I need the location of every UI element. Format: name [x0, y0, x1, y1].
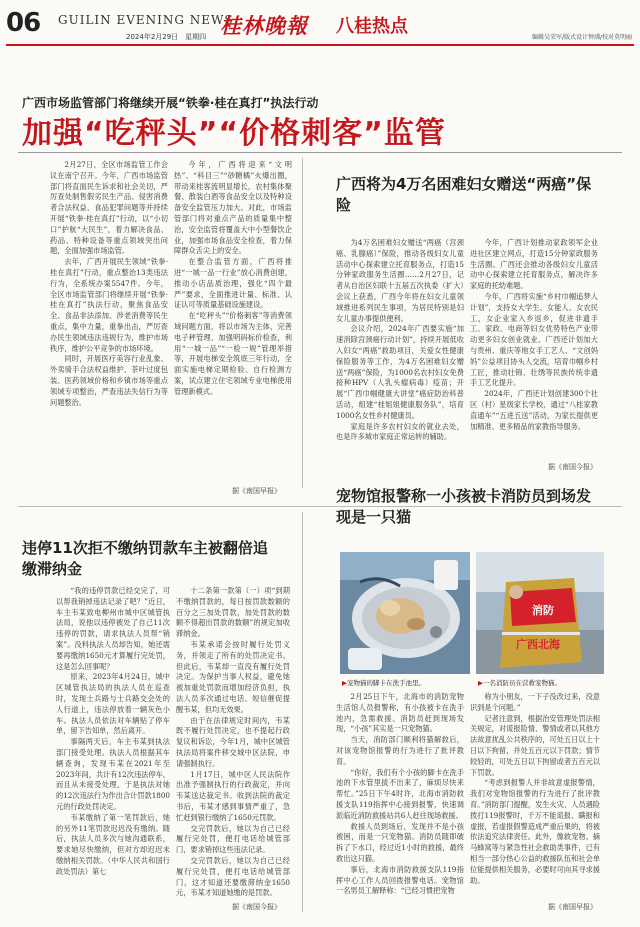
paragraph: 称为小朋友，一下子没改过来，没意识到是个问题。”: [470, 692, 600, 712]
article4-column-2: [470, 692, 600, 888]
paragraph: 交完罚款后，她以为自己已经履行完处罚，便打电话给城管部门，这才知道还要缴滞纳金1650元，韦某才知道她缴的是罚款。: [176, 855, 290, 898]
issue-date: 2024年2月29日 星期四: [126, 33, 207, 41]
paragraph: 今年，广西计划推动家政领军企业进社区建立网点，打造15分钟家政服务生活圈。广西还会推动各级妇女儿童活动中心探索建立托育服务点，解决许多家庭的托幼难题。: [470, 238, 598, 291]
photo2-sign-b: 广西北海: [516, 638, 560, 651]
caption-marker-icon: ▶: [342, 679, 347, 687]
lead-column-2: [174, 160, 292, 478]
paragraph: 2月25日下午，北海市的消防宠物生活馆人员报警称，有小孩被卡在洗手池内，急需救援。消防员赶到现场发现，“小孩”其实是一只宠物猫。: [336, 692, 464, 734]
paragraph: 韦某缴纳了第一笔罚款后，她的另外11笔罚款迟迟没有缴纳。随后，执法人员多次与她沟通联系，要求她尽快缴纳，但对方却迟迟未缴纳相关罚款。（中华人民共和国行政处罚法）第七: [56, 812, 170, 876]
photo2-caption-text: 一名消防员在营救宠物猫。: [483, 679, 561, 687]
page-number: 06: [6, 8, 41, 38]
paragraph: 1月17日，城中区人民法院作出准予强制执行的行政裁定，并向韦某送达裁定书。收到法院的裁定书后，韦某才感到事情严重了，急忙赶到银行缴纳了1650元罚款。: [176, 769, 290, 822]
paragraph: 事隔两天后，车主韦某到执法部门接受处理。执法人员根据其车辆查询，发现韦某在2021年至2023年间，共计有12次违法停车，而且从未接受处理，于是执法对她的12次违法行为作出合计罚款1800元的行政处罚决定。: [56, 737, 170, 811]
paragraph: 会议介绍，2024年广西要实施“加速消除宫颈癌行动计划”，持续开展低收入妇女“两癌”救助项目，关爱女性健康保险服务等工作，为4万名困难妇女赠送“两癌”保险，为1000名农村妇女免费接种HPV（人乳头瘤病毒）疫苗；开展“广西巾帼健康大讲堂”癌症防治科普活动，组建“桂姐姐健康服务队”，培育1000名女性乡村健康员。: [336, 324, 464, 420]
page-header: [6, 8, 634, 42]
article2-column-2: [470, 238, 598, 460]
lead-subtitle: 广西市场监管部门将继续开展“铁拳·桂在真打”执法行动: [22, 96, 319, 110]
article3-column-1: [56, 586, 170, 888]
paragraph: 同时，开展医疗美容行业乱象、外卖骑手合法权益维护、茶叶过度包装、医药领域价格和乡镇市场等重点领域专项整治，严查违法失信行为等问题整治。: [50, 354, 168, 407]
article3-credit: 据《南国今报》: [232, 903, 281, 911]
photo1-caption: [342, 678, 425, 687]
article4-credit: 据《南国早报》: [548, 903, 597, 911]
paragraph: 在“吃秤头”“价格刺客”等消费领域问题方面，将以市场为主体，完善电子秤管理、加强明码标价检查，利用“一城一品”“一检一规”管理举措等，开展电梯安全筑底三年行动，全面实施电梯定期检验、自行检测方案，试点建立住宅领域专业电梯使用管理新模式。: [174, 311, 292, 396]
column-divider: [302, 512, 303, 912]
paragraph: 家庭是许多农村妇女的就业去处，也是许多城市家庭正常运转的辅助。: [336, 421, 464, 442]
firefighter-illustration: [476, 552, 604, 674]
article2-title: 广西将为4万名困难妇女赠送“两癌”保险: [336, 175, 592, 214]
lead-credit: 据《南国早报》: [232, 487, 281, 495]
paragraph: 2024年，广西还计划创建300个社区（村）星级家长学校，通过“八桂家教直通车”“五进五送”活动，为家长提供更加精准、更多精品的家教指导服务。: [470, 389, 598, 431]
paragraph: “你好，我们有个小孩的脚卡在洗手池的下水管里拔不出来了，麻烦尽快来帮忙。”25日下午4时许，北海市消防救援支队119指挥中心接到报警，快速调派临近消防救援站共6人赶往现场救援。: [336, 767, 464, 820]
paragraph: “考虑到报警人并非故意虚报警情，我们对宠物馆报警的行为进行了批评教育。”消防部门提醒，发生火灾、人员遇险拨打119报警时，千万不能谎报、瞒报和虚报，若虚报假警造成严重后果的，将被依法追究法律责任。此外，像救宠物、摘马蜂窝等与紧急性社会救助类事件，已有相当一部分热心公益的救援队伍和社会单位能提供相关服务，必要时可向其寻求援助。: [470, 778, 600, 885]
paragraph: 在整合监管方面，广西将推进“一城一品一行业”放心消费创建，推动小店品质治理，强化“四个最严”要求，全面推进计量、标准、认证认可等质量基础设施建设。: [174, 257, 292, 310]
lead-rule: [18, 152, 622, 153]
cat-in-sink-photo: [340, 552, 470, 674]
firefighter-photo: [476, 552, 604, 674]
header-rule: [6, 44, 634, 46]
photo1-caption-text: 宠物猫的脚卡在洗手池里。: [347, 679, 425, 687]
paragraph: 原来，2023年4月24日，城中区城管执法局的执法人员在巡查时，发现士兵路与士兵路交会处的人行道上，违法停放着一辆灰色小车。执法人员依法对车辆贴了停车单，留下告知单，然后离开。: [56, 672, 170, 736]
cat-in-sink-illustration: [340, 552, 470, 674]
article2-credit: 据《南国今报》: [548, 463, 597, 471]
paragraph: 今年，广西将迎来“文明热”、“科目三”“砂糖橘”火爆出圈，带动来桂客流明显增长，农村集体聚餐、散装白酒等食品安全以及特种设备安全监管压力加大。对此，市场监管部门将对重点产品的质量集中整治，安全监管将覆盖大中小型餐饮企业，加强市场食品安全检查，着力保障群众舌尖上的安全。: [174, 160, 292, 256]
article3-column-2: [176, 586, 290, 898]
caption-marker-icon: ▶: [478, 679, 483, 687]
paragraph: 十二条第一款第（一）项“到期不缴纳罚款的，每日按罚款数额的百分之三加处罚款，加处罚款的数额不得超出罚款的数额”的规定加收滞纳金。: [176, 586, 290, 639]
photo2-sign-a: 消防: [532, 604, 554, 617]
article2-column-1: [336, 238, 464, 460]
paragraph: 当天，消防部门顺利将猫解救后，对该宠物馆报警的行为进行了批评教育。: [336, 735, 464, 766]
paragraph: 记者注意到，根据治安管理处罚法相关规定，对谎报险情、警情或者以其他方法故意扰乱公共秩序的，可处五日以上十日以下拘留，并处五百元以下罚款；情节较轻的，可处五日以下拘留或者五百元以下罚款。: [470, 713, 600, 777]
paper-logo: 桂林晚報: [220, 13, 308, 38]
paragraph: 2月27日，全区市场监管工作会议在南宁召开。今年，广西市场监管部门将直面民生诉求和社会关切，严厉查处制售假劣民生产品、侵害消费者合法权益、食品犯罪问题等并持续开展“铁拳·桂在真打”行动，以“小切口”护航“大民生”，着力解决食品、药品、特种设备等重点领域突出问题，全面加强市场监管。: [50, 160, 168, 256]
paragraph: 韦某承诺会按时履行处罚义务，并领走了所有的处罚决定书。但此后，韦某却一直没有履行处罚决定。为保护当事人权益，避免她被加重处罚款而增加经济负担，执法人员多次通过电话、短信催促提醒韦某，但均无效果。: [176, 639, 290, 714]
section-title: 八桂热点: [336, 16, 408, 37]
column-divider: [302, 158, 303, 488]
photo2-caption: [478, 678, 561, 687]
paragraph: 去年，广西开展民生领域“铁拳·桂在真打”行动，重点整治13类违法行为，全系统办案5547件。今年，全区市场监管部门将继续开展“铁拳·桂在真打”执法行动，聚焦食品安全、食品非法添加、涉老消费等民生重点，集中力量，重拳出击，严厉查办民生领域违法违规行为，维护市场秩序，维护公平竞争的市场环境。: [50, 257, 168, 353]
lead-title: 加强“吃秤头”“价格刺客”监管: [22, 116, 446, 151]
article4-column-1: [336, 692, 464, 918]
lead-column-1: [50, 160, 168, 502]
paragraph: 为4万名困难妇女赠送“两癌（宫颈癌、乳腺癌）”保险，推动各级妇女儿童活动中心探索建立托育服务点，打造15分钟家政服务生活圈……2月27日，记者从自治区妇联十五届五次执委（扩大）会议上获悉，广西今年将在妇女儿童领域推进系列民生事项，为居民特别是妇女儿童办事提供便利。: [336, 238, 464, 323]
paragraph: 今年，广西将实施“乡村巾帼追梦人计划”，支持女大学生、女能人、女农民工，女企业家入乡返乡，促进非遗手工、家政、电商等妇女优势特色产业带动更多妇女创业就业。广西还计划加大与贵州、重庆等地女手工艺人、“文创妈妈”公益项目协头人交流，培育巾帼乡村工匠，推动壮锦、壮绣等民族传统非遗手工艺化提升。: [470, 291, 598, 388]
article3-title: 违停11次拒不缴纳罚款车主被翻倍追缴滞纳金: [22, 539, 268, 578]
paragraph: 由于在法律规定时间内，韦某既不履行处罚决定，也不提起行政复议和诉讼，今年1月，城中区城管执法局将案件移交城中区法院，申请强制执行。: [176, 715, 290, 768]
paragraph: 救援人员到场后，发现并不是小孩被困，而是一只宠物猫。消防员随即破拆了下水口，经过近1小时的救援，最终救出这只猫。: [336, 821, 464, 863]
paper-name-english: GUILIN EVENING NEWS: [58, 13, 234, 27]
paragraph: “我的违停罚款已经交完了，可以帮我销掉违法记录了吧？”近日，车主韦某致电柳州市城中区城管执法局，说他以违停被处了自己11次违停的罚款，请求执法人员帮“销案”。没料执法人员却告知，她还需要再缴纳1650元才算履行完处罚，这是怎么回事呢？: [56, 586, 170, 671]
editors-credit: 编辑吴荣军/版式设计钟沸/校对莫明丽: [531, 34, 632, 41]
article4-title: 宠物馆报警称一小孩被卡消防员到场发现是一只猫: [336, 487, 592, 526]
paragraph: 交完罚款后，她以为自己已经履行完处罚，便打电话给城管部门，要求销掉这些违法记录。: [176, 823, 290, 855]
paragraph: 事后，北海市消防救援支队119指挥中心工作人员回拨报警电话。宠物馆一名男员工解释称：“已经习惯把宠物: [336, 864, 464, 896]
